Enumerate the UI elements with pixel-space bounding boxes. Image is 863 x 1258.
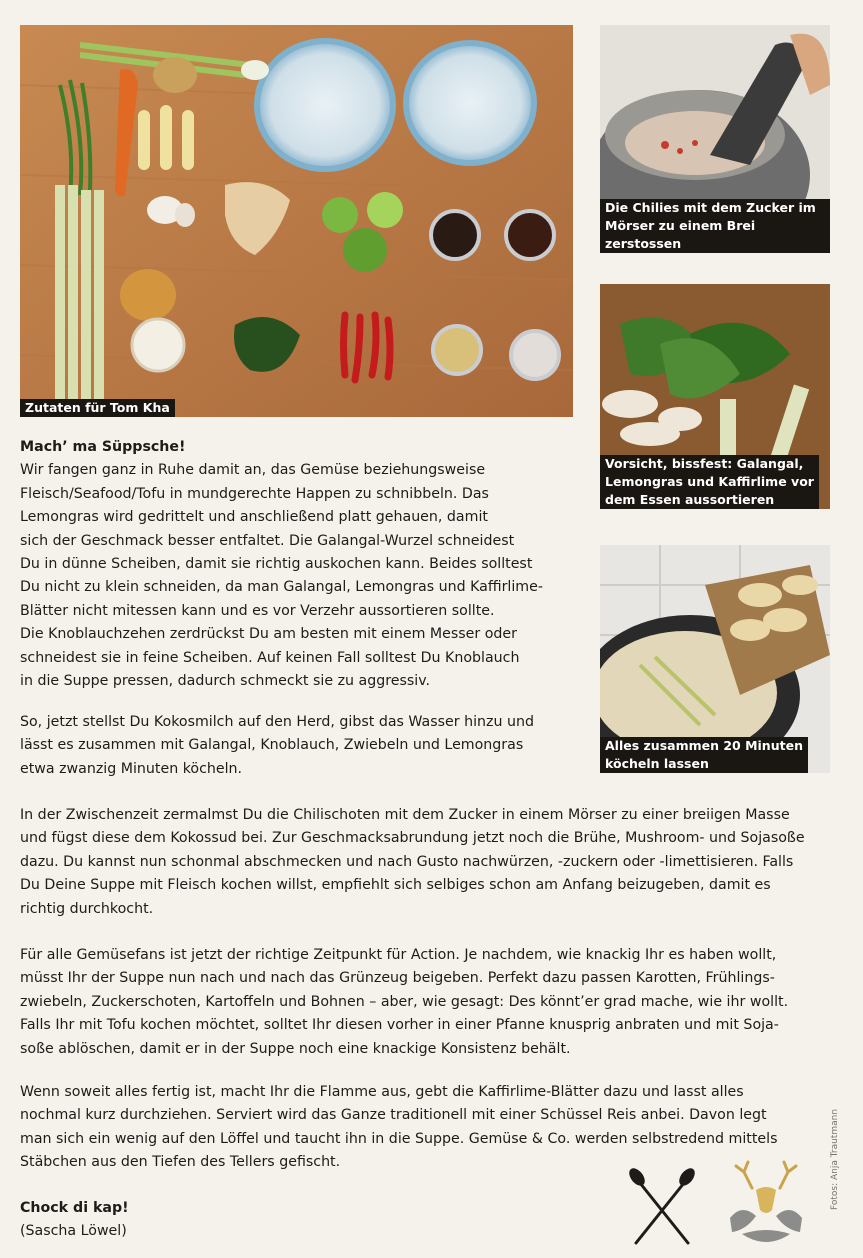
para4-line: Falls Ihr mit Tofu kochen möchtet, solltet Ihr diesen vorher in einer Pfanne knusprig anbraten und mit Soja- [20, 1017, 779, 1034]
para1-line: Wir fangen ganz in Ruhe damit an, das Gemüse beziehungsweise [20, 462, 486, 479]
para4-line: soße ablöschen, damit er in der Suppe noch eine knackige Konsistenz behält. [20, 1040, 571, 1057]
article-para3 [20, 804, 840, 921]
para5-line: man sich ein wenig auf den Löffel und taucht ihn in die Suppe. Gemüse & Co. werden selbstredend mittels [20, 1130, 778, 1147]
crossed-spoons-icon [628, 1165, 696, 1245]
article-signoff-block [20, 1197, 420, 1244]
para5-line: Wenn soweit alles fertig ist, macht Ihr die Flamme aus, gebt die Kaffirlime-Blätter dazu und lasst alles [20, 1084, 744, 1100]
para1-line: in die Suppe pressen, dadurch schmeckt sie zu aggressiv. [20, 673, 431, 690]
leaves-caption: Vorsicht, bissfest: Galangal, Lemongras und Kaffirlime vor dem Essen aussortieren [600, 455, 819, 509]
mortar-caption: Die Chilies mit dem Zucker im Mörser zu einem Brei zerstossen [600, 199, 830, 253]
para1-line: Die Knoblauchzehen zerdrückst Du am besten mit einem Messer oder [20, 626, 517, 643]
para1-line: schneidest sie in feine Scheiben. Auf keinen Fall solltest Du Knoblauch [20, 649, 520, 666]
article-para4 [20, 944, 840, 1061]
photo-credit: Fotos: Anja Trautmann [830, 1108, 840, 1210]
leaves-photo [600, 284, 830, 509]
para2-line: So, jetzt stellst Du Kokosmilch auf den Herd, gibst das Wasser hinzu und [20, 714, 534, 730]
para4-line: müsst Ihr der Suppe nun nach und nach das Grünzeug beigeben. Perfekt dazu passen Karotten, Frühlings- [20, 970, 775, 987]
para2-line: etwa zwanzig Minuten köcheln. [20, 760, 243, 777]
para1-line: Lemongras wird gedrittelt und anschließend platt gehauen, damit [20, 509, 488, 526]
article-para5 [20, 1081, 840, 1175]
article-para2 [20, 711, 580, 781]
article-intro [20, 436, 580, 693]
signoff: Chock di kap! [20, 1200, 129, 1216]
para4-line: zwiebeln, Zuckerschoten, Kartoffeln und Bohnen – aber, wie gesagt: Des könnt’er grad mache, wie ihr wollt. [20, 993, 789, 1010]
author: (Sascha Löwel) [20, 1223, 127, 1240]
para1-line: sich der Geschmack besser entfaltet. Die Galangal-Wurzel schneidest [20, 532, 515, 549]
para1-line: Du nicht zu klein schneiden, da man Galangal, Lemongras und Kaffirlime- [20, 579, 543, 596]
para2-line: lässt es zusammen mit Galangal, Knoblauch, Zwiebeln und Lemongras [20, 737, 524, 754]
para1-line: Du in dünne Scheiben, damit sie richtig auskochen kann. Beides solltest [20, 556, 533, 573]
para1-line: Blätter nicht mitessen kann und es vor Verzehr aussortieren sollte. [20, 602, 495, 619]
ingredients-photo [20, 25, 573, 417]
para5-line: Stäbchen aus den Tiefen des Tellers gefischt. [20, 1154, 341, 1171]
para3-line: dazu. Du kannst nun schonmal abschmecken und nach Gusto nachwürzen, -zuckern oder -limettisieren. Falls [20, 853, 794, 870]
para1-line: Fleisch/Seafood/Tofu in mundgerechte Happen zu schnibbeln. Das [20, 485, 489, 502]
para5-line: nochmal kurz durchziehen. Serviert wird das Ganze traditionell mit einer Schüssel Reis anbei. Davon legt [20, 1107, 767, 1124]
pot-caption: Alles zusammen 20 Minuten köcheln lassen [600, 737, 808, 773]
para3-line: richtig durchkocht. [20, 900, 154, 917]
article-heading: Mach’ ma Süppsche! [20, 439, 186, 455]
para3-line: und fügst diese dem Kokossud bei. Zur Geschmacksabrundung jetzt noch die Brühe, Mushroom- und Sojasoße [20, 830, 805, 847]
para3-line: In der Zwischenzeit zermalmst Du die Chilischoten mit dem Zucker in einem Mörser zu einer breiigen Masse [20, 807, 790, 823]
stag-crest-icon [722, 1158, 810, 1250]
pot-photo [600, 545, 830, 773]
para4-line: Für alle Gemüsefans ist jetzt der richtige Zeitpunkt für Action. Je nachdem, wie knackig Ihr es haben wollt, [20, 947, 777, 963]
mortar-photo [600, 25, 830, 253]
para3-line: Du Deine Suppe mit Fleisch kochen willst, empfiehlt sich selbiges schon am Anfang beizugeben, damit es [20, 877, 771, 894]
ingredients-caption: Zutaten für Tom Kha [20, 399, 175, 417]
